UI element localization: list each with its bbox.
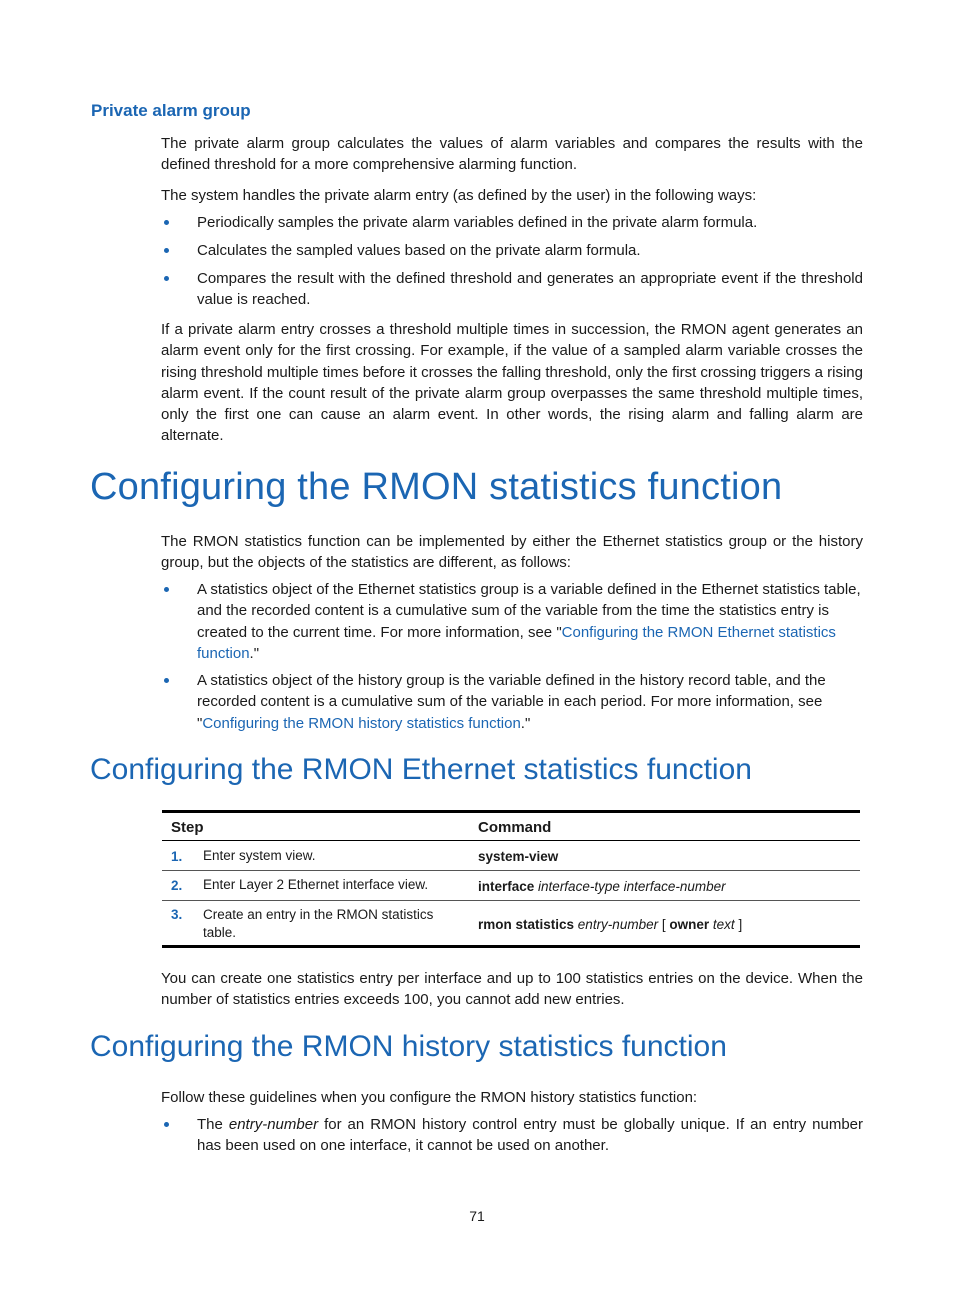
bullet-icon (164, 276, 169, 281)
entry-number-term: entry-number (228, 1116, 319, 1133)
step-number: 2. (171, 878, 183, 893)
bullet-icon (164, 1122, 169, 1127)
history-bullet-rest: for an RMON history control entry must be globally unique. If an entry number has been used on one interface, it cannot be used on another. (197, 1116, 863, 1155)
row-divider (162, 900, 860, 901)
command-argument: text (712, 917, 735, 932)
table-bottom-rule (162, 945, 860, 948)
step-description: Enter Layer 2 Ethernet interface view. (203, 877, 429, 892)
command-argument: interface-type interface-number (538, 879, 726, 894)
stats-heading: Configuring the RMON statistics function (90, 466, 783, 508)
table-row (171, 848, 182, 866)
stats-bullet1-end: ." (249, 644, 260, 662)
command-argument: entry-number (577, 917, 659, 932)
step-description: Enter system view. (203, 848, 316, 863)
optional-close: ] (738, 917, 743, 932)
stats-intro: The RMON statistics function can be implemented by either the Ethernet statistics group or the history group, but the objects of the statistics are different, as follows: (161, 533, 863, 572)
command-cell (478, 849, 558, 864)
list-item: Calculates the sampled values based on the private alarm formula. (197, 242, 641, 259)
private-alarm-detail: If a private alarm entry crosses a threshold multiple times in succession, the RMON agent generates an alarm event only for the first crossing. For example, if the value of a sampled alarm variable crosses the rising threshold multiple times before it crosses the falling threshold, only the first crossing triggers a rising alarm event. If the count result of the private alarm group overpasses the same threshold multiple times, only the first one can cause an alarm event. In other words, the rising alarm and falling alarm are alternate. (161, 321, 863, 445)
list-item (197, 1114, 863, 1157)
stats-bullet2-end: ." (520, 714, 531, 732)
header-rule (162, 840, 860, 841)
private-alarm-ways: The system handles the private alarm entry (as defined by the user) in the following ways: (161, 187, 757, 204)
list-item: Periodically samples the private alarm variables defined in the private alarm formula. (197, 214, 758, 231)
list-item (197, 670, 863, 734)
command-cell (478, 879, 726, 894)
command-keyword: owner (669, 917, 710, 932)
table-top-rule (162, 810, 860, 813)
ethernet-stats-link[interactable]: Configuring the RMON Ethernet statistics function (197, 623, 836, 662)
bullet-icon (164, 220, 169, 225)
history-stats-link[interactable]: Configuring the RMON history statistics function (202, 714, 521, 732)
private-alarm-heading: Private alarm group (91, 101, 251, 120)
bullet-icon (164, 587, 169, 592)
private-alarm-intro: The private alarm group calculates the values of alarm variables and compares the results with the defined threshold for a more comprehensive alarming function. (161, 135, 863, 174)
optional-open: [ (661, 917, 666, 932)
list-item (197, 579, 863, 664)
history-bullet-text: The (197, 1116, 223, 1133)
stats-bullet2-text: A statistics object of the history group is the variable defined in the history record table, and the recorded content is a cumulative sum of the variable in each period. For more information, see " (197, 672, 826, 732)
command-cell (478, 917, 742, 932)
row-divider (162, 870, 860, 871)
history-intro: Follow these guidelines when you configure the RMON history statistics function: (161, 1089, 698, 1106)
step-number: 1. (171, 849, 183, 864)
history-heading: Configuring the RMON history statistics function (90, 1030, 727, 1063)
step-number: 3. (171, 907, 183, 922)
table-row (171, 906, 182, 924)
command-keyword: rmon statistics (478, 917, 575, 932)
table-row (171, 877, 182, 895)
command-keyword: system-view (478, 849, 559, 864)
list-item: Compares the result with the defined threshold and generates an appropriate event if the threshold value is reached. (197, 270, 863, 309)
ethernet-heading: Configuring the RMON Ethernet statistics function (90, 753, 752, 786)
bullet-icon (164, 678, 169, 683)
step-description: Create an entry in the RMON statistics table. (203, 907, 434, 940)
page-number: 71 (469, 1208, 485, 1224)
bullet-icon (164, 248, 169, 253)
command-keyword: interface (478, 879, 535, 894)
ethernet-note: You can create one statistics entry per interface and up to 100 statistics entries on the device. When the number of statistics entries exceeds 100, you cannot add new entries. (161, 970, 863, 1009)
column-header-step: Step (171, 819, 204, 836)
column-header-command: Command (478, 819, 552, 836)
stats-bullet1-text: A statistics object of the Ethernet statistics group is a variable defined in the Ethernet statistics table, and the recorded content is a cumulative sum of the variable from the time the statistics entry is created to the current time. For more information, see " (197, 581, 861, 641)
